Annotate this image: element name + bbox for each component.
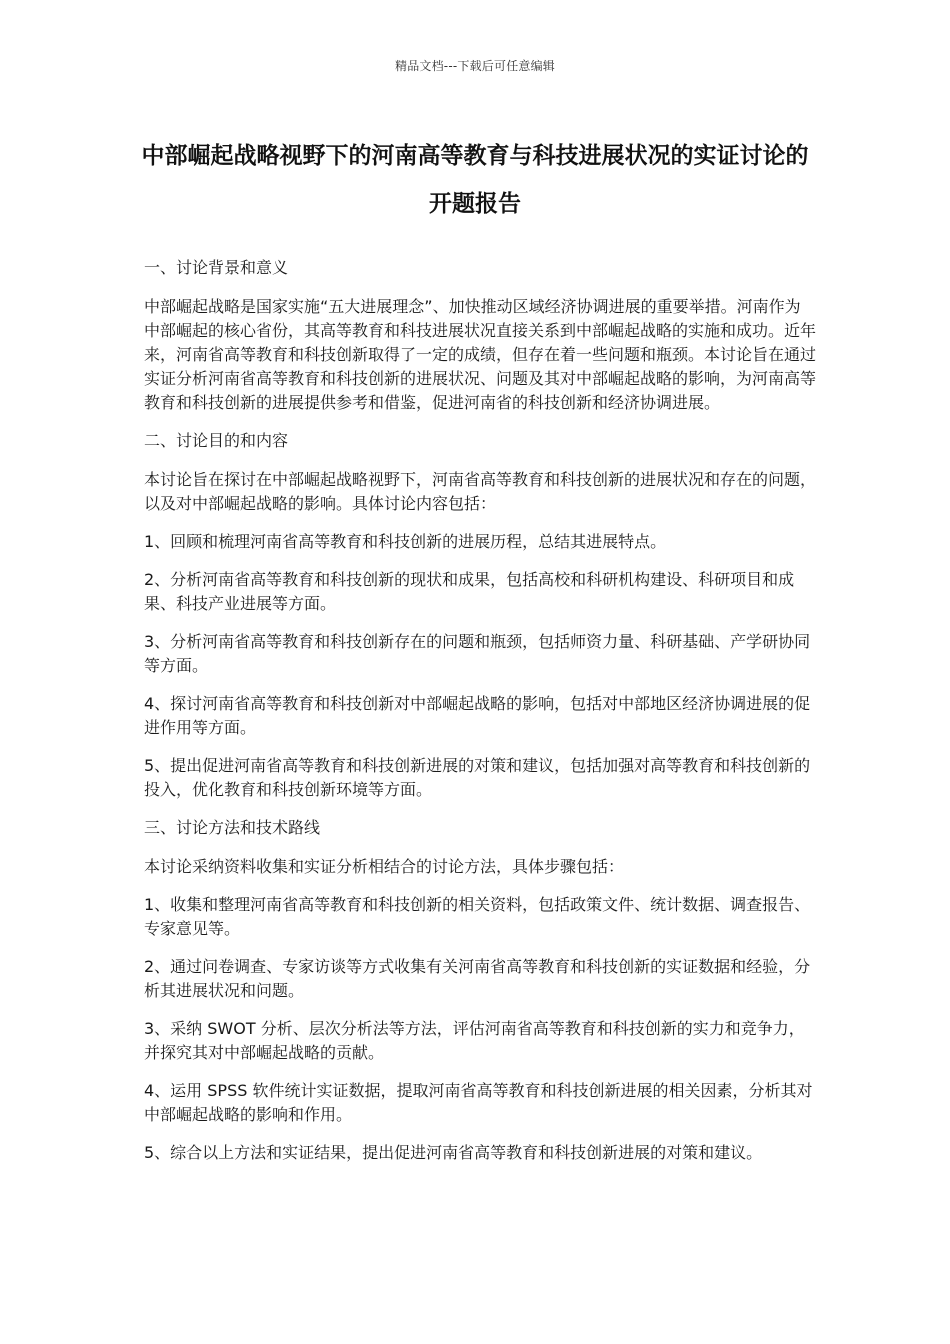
header-watermark: 精品文档---下载后可任意编辑 xyxy=(395,59,555,73)
list-item: 4、运用 SPSS 软件统计实证数据，提取河南省高等教育和科技创新进展的相关因素，分析其对中部崛起战略的影响和作用。 xyxy=(144,1081,813,1124)
list-item: 2、通过问卷调查、专家访谈等方式收集有关河南省高等教育和科技创新的实证数据和经验，分析其进展状况和问题。 xyxy=(144,957,811,1000)
list-item: 3、分析河南省高等教育和科技创新存在的问题和瓶颈，包括师资力量、科研基础、产学研协同等方面。 xyxy=(144,632,811,675)
section-heading: 一、讨论背景和意义 xyxy=(144,258,289,277)
list-item: 1、回顾和梳理河南省高等教育和科技创新的进展历程，总结其进展特点。 xyxy=(144,532,667,551)
document-title: 中部崛起战略视野下的河南高等教育与科技进展状况的实证讨论的开题报告 xyxy=(141,143,809,217)
document-body xyxy=(144,256,816,1179)
paragraph: 本讨论采纳资料收集和实证分析相结合的讨论方法，具体步骤包括： xyxy=(144,857,625,876)
section-heading: 三、讨论方法和技术路线 xyxy=(144,818,321,837)
paragraph: 本讨论旨在探讨在中部崛起战略视野下，河南省高等教育和科技创新的进展状况和存在的问题，以及对中部崛起战略的影响。具体讨论内容包括： xyxy=(144,470,817,513)
list-item: 3、采纳 SWOT 分析、层次分析法等方法，评估河南省高等教育和科技创新的实力和竞争力，并探究其对中部崛起战略的贡献。 xyxy=(144,1019,805,1062)
list-item: 4、探讨河南省高等教育和科技创新对中部崛起战略的影响，包括对中部地区经济协调进展的促进作用等方面。 xyxy=(144,694,811,737)
list-item: 5、提出促进河南省高等教育和科技创新进展的对策和建议，包括加强对高等教育和科技创新的投入，优化教育和科技创新环境等方面。 xyxy=(144,756,811,799)
section-heading: 二、讨论目的和内容 xyxy=(144,431,289,450)
list-item: 5、综合以上方法和实证结果，提出促进河南省高等教育和科技创新进展的对策和建议。 xyxy=(144,1143,763,1162)
paragraph: 中部崛起战略是国家实施“五大进展理念”、加快推动区域经济协调进展的重要举措。河南作为中部崛起的核心省份，其高等教育和科技进展状况直接关系到中部崛起战略的实施和成功。近年来，河南省高等教育和科技创新取得了一定的成绩，但存在着一些问题和瓶颈。本讨论旨在通过实证分析河南省高等教育和科技创新的进展状况、问题及其对中部崛起战略的影响，为河南高等教育和科技创新的进展提供参考和借鉴，促进河南省的科技创新和经济协调进展。 xyxy=(144,297,817,412)
list-item: 2、分析河南省高等教育和科技创新的现状和成果，包括高校和科研机构建设、科研项目和成果、科技产业进展等方面。 xyxy=(144,570,795,613)
list-item: 1、收集和整理河南省高等教育和科技创新的相关资料，包括政策文件、统计数据、调查报告、专家意见等。 xyxy=(144,895,811,938)
